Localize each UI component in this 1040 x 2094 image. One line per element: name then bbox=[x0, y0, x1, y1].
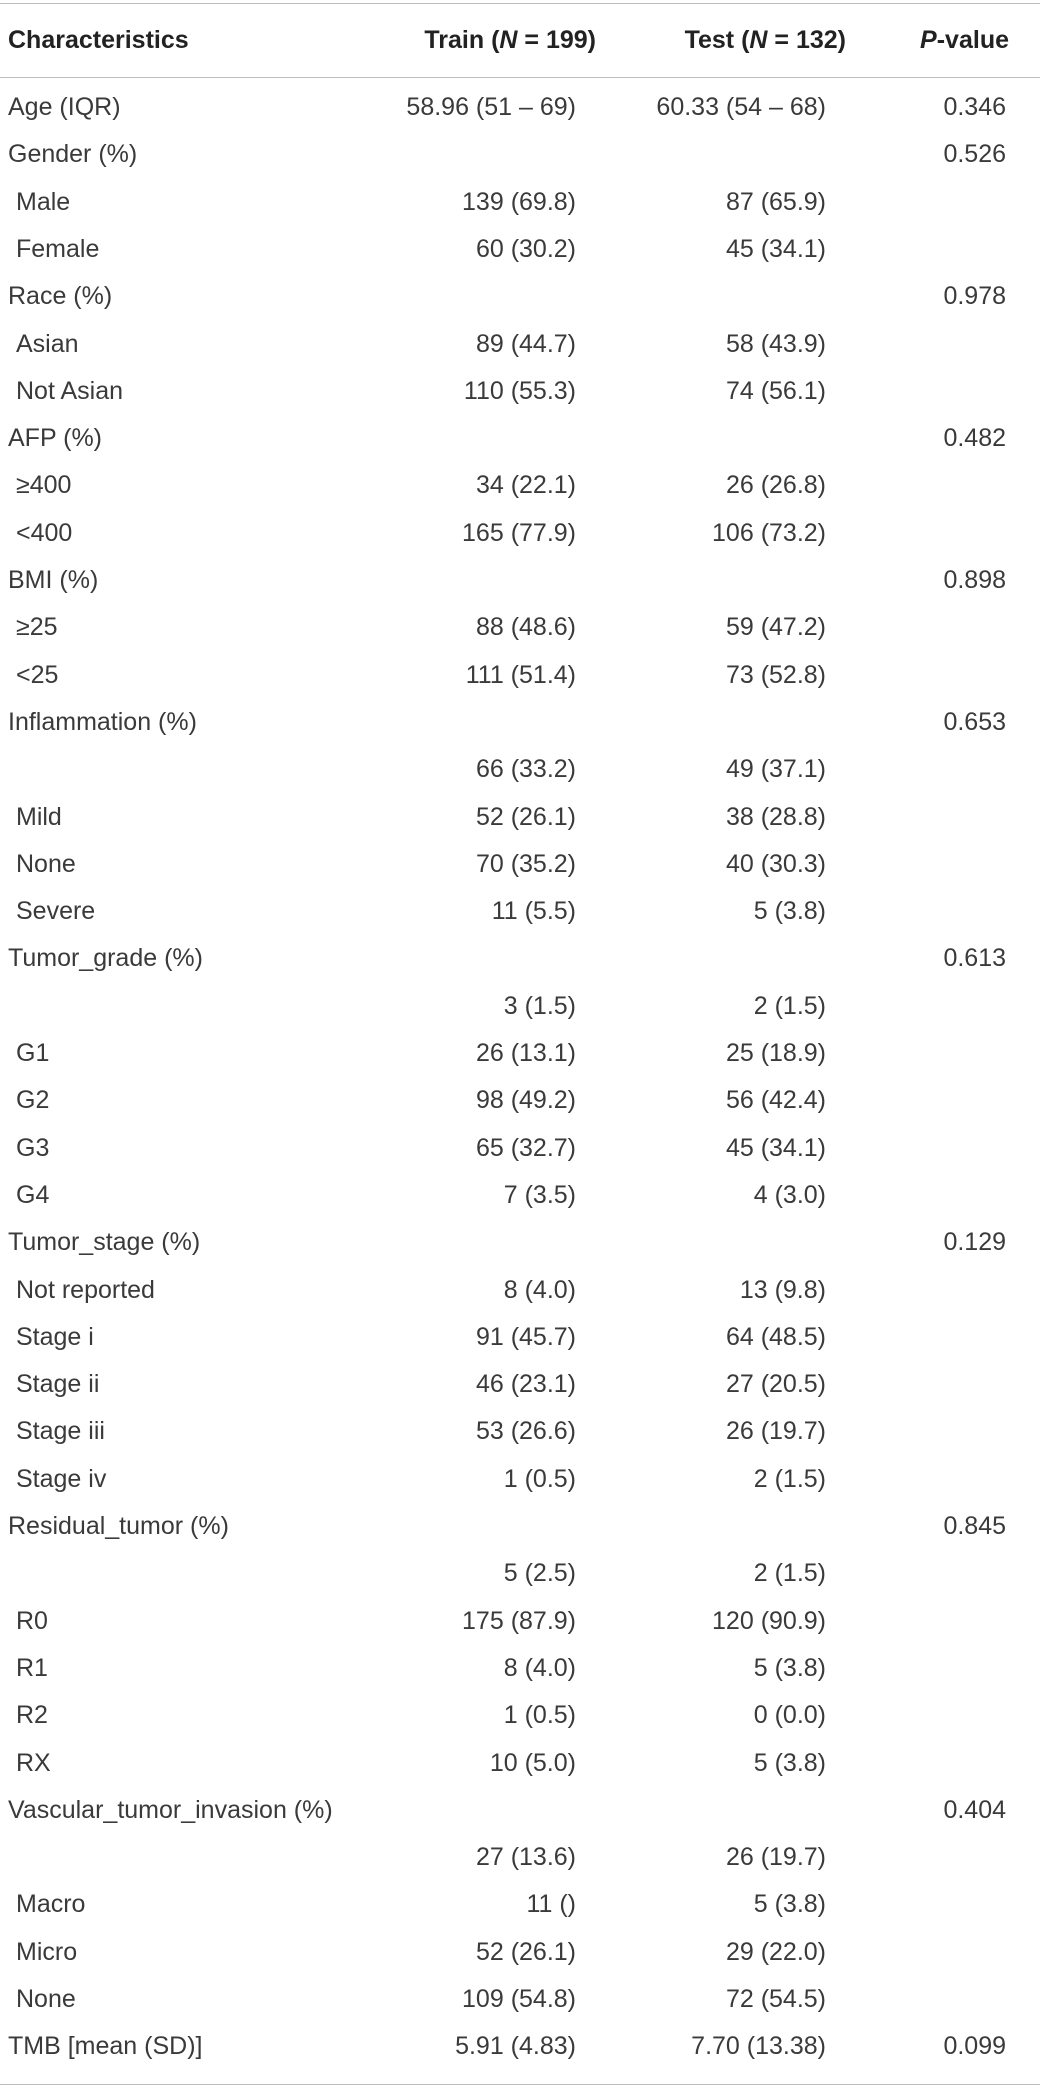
row-label: Residual_tumor (%) bbox=[8, 1512, 229, 1540]
train-value: 26 (13.1) bbox=[475, 1039, 576, 1067]
p-value: 0.404 bbox=[943, 1795, 1006, 1824]
table-row bbox=[0, 983, 1040, 1030]
table-row bbox=[0, 510, 1040, 557]
row-label: Micro bbox=[16, 1937, 78, 1966]
test-value: 26 (19.7) bbox=[725, 1843, 826, 1872]
row-label: Vascular_tumor_invasion (%) bbox=[8, 1795, 333, 1824]
train-value: 10 (5.0) bbox=[489, 1748, 576, 1777]
test-value: 73 (52.8) bbox=[725, 660, 826, 689]
p-value: 0.978 bbox=[943, 282, 1006, 311]
p-value: 0.613 bbox=[943, 944, 1006, 973]
table-row bbox=[0, 179, 1040, 226]
row-label: R2 bbox=[16, 1701, 48, 1730]
test-value: 25 (18.9) bbox=[725, 1039, 826, 1067]
row-label: Stage iv bbox=[16, 1464, 107, 1493]
table-row bbox=[0, 368, 1040, 415]
train-value: 27 (13.6) bbox=[475, 1843, 576, 1872]
row-label: Macro bbox=[16, 1890, 86, 1919]
test-value: 74 (56.1) bbox=[725, 376, 826, 405]
table-row bbox=[0, 1267, 1040, 1314]
train-value: 58.96 (51 – 69) bbox=[406, 93, 576, 121]
table-row bbox=[0, 888, 1040, 935]
test-value: 49 (37.1) bbox=[725, 755, 826, 784]
table-header-row bbox=[0, 17, 1040, 64]
table-row bbox=[0, 226, 1040, 273]
p-value: 0.099 bbox=[943, 2032, 1006, 2061]
train-value: 66 (33.2) bbox=[475, 755, 576, 784]
row-label: Tumor_grade (%) bbox=[8, 944, 203, 973]
test-value: 87 (65.9) bbox=[725, 187, 826, 216]
row-label: Not Asian bbox=[16, 376, 124, 405]
train-value: 52 (26.1) bbox=[475, 802, 576, 831]
train-value: 3 (1.5) bbox=[503, 991, 576, 1020]
test-value: 60.33 (54 – 68) bbox=[656, 93, 826, 121]
header-test: Test (N = 132) bbox=[684, 26, 846, 54]
test-value: 56 (42.4) bbox=[725, 1086, 826, 1115]
table-row bbox=[0, 652, 1040, 699]
row-label: Severe bbox=[16, 897, 96, 926]
train-value: 89 (44.7) bbox=[475, 329, 576, 358]
test-value: 2 (1.5) bbox=[753, 1464, 826, 1493]
table-row bbox=[0, 1314, 1040, 1361]
table-row bbox=[0, 1172, 1040, 1219]
train-value: 91 (45.7) bbox=[475, 1322, 576, 1351]
row-label: Not reported bbox=[16, 1275, 155, 1304]
table-row bbox=[0, 699, 1040, 746]
train-value: 8 (4.0) bbox=[503, 1275, 576, 1304]
train-value: 5 (2.5) bbox=[503, 1559, 576, 1588]
p-value: 0.526 bbox=[943, 140, 1006, 169]
row-label: Male bbox=[16, 187, 71, 216]
train-value: 70 (35.2) bbox=[475, 849, 576, 878]
row-label: G1 bbox=[16, 1039, 50, 1067]
table-row bbox=[0, 1598, 1040, 1645]
p-value: 0.898 bbox=[943, 566, 1006, 594]
test-value: 29 (22.0) bbox=[725, 1937, 826, 1966]
row-label: TMB [mean (SD)] bbox=[8, 2032, 203, 2061]
header-p-value: P-value bbox=[920, 26, 1009, 54]
test-value: 2 (1.5) bbox=[753, 1559, 826, 1588]
table-row bbox=[0, 841, 1040, 888]
table-row bbox=[0, 1929, 1040, 1976]
top-rule bbox=[0, 3, 1040, 4]
test-value: 38 (28.8) bbox=[725, 802, 826, 831]
table-row bbox=[0, 131, 1040, 178]
test-value: 4 (3.0) bbox=[753, 1180, 826, 1209]
train-value: 65 (32.7) bbox=[475, 1133, 576, 1162]
test-value: 2 (1.5) bbox=[753, 991, 826, 1020]
row-label: Race (%) bbox=[8, 282, 113, 311]
row-label: AFP (%) bbox=[8, 424, 102, 453]
table-row bbox=[0, 1692, 1040, 1739]
row-label: Asian bbox=[16, 329, 79, 358]
test-value: 59 (47.2) bbox=[725, 613, 826, 642]
test-value: 5 (3.8) bbox=[753, 1748, 826, 1777]
row-label: <25 bbox=[16, 660, 59, 689]
train-value: 1 (0.5) bbox=[503, 1701, 576, 1730]
train-value: 34 (22.1) bbox=[475, 471, 576, 500]
row-label: Mild bbox=[16, 802, 62, 831]
test-value: 27 (20.5) bbox=[725, 1370, 826, 1399]
table-row bbox=[0, 1740, 1040, 1787]
table-row bbox=[0, 84, 1040, 131]
table-row bbox=[0, 1645, 1040, 1692]
table-row bbox=[0, 1976, 1040, 2023]
p-value: 0.129 bbox=[943, 1228, 1006, 1257]
p-value: 0.653 bbox=[943, 707, 1006, 736]
test-value: 13 (9.8) bbox=[739, 1275, 826, 1304]
train-value: 46 (23.1) bbox=[475, 1370, 576, 1399]
p-value: 0.845 bbox=[943, 1512, 1006, 1540]
table-row bbox=[0, 2023, 1040, 2070]
row-label: G2 bbox=[16, 1086, 50, 1115]
train-value: 5.91 (4.83) bbox=[455, 2032, 576, 2061]
train-value: 53 (26.6) bbox=[475, 1417, 576, 1446]
row-label: Age (IQR) bbox=[8, 93, 121, 121]
test-value: 45 (34.1) bbox=[725, 234, 826, 263]
row-label: Stage ii bbox=[16, 1370, 100, 1399]
bottom-rule bbox=[0, 2084, 1040, 2085]
test-value: 72 (54.5) bbox=[725, 1985, 826, 2013]
train-value: 139 (69.8) bbox=[462, 187, 576, 216]
row-label: R1 bbox=[16, 1653, 48, 1682]
table-row bbox=[0, 746, 1040, 793]
table-row bbox=[0, 794, 1040, 841]
row-label: Stage iii bbox=[16, 1417, 105, 1446]
table-row bbox=[0, 1787, 1040, 1834]
table-row bbox=[0, 935, 1040, 982]
table-row bbox=[0, 1456, 1040, 1503]
test-value: 5 (3.8) bbox=[753, 1890, 826, 1919]
row-label: Inflammation (%) bbox=[8, 707, 197, 736]
train-value: 11 () bbox=[526, 1890, 576, 1919]
row-label: RX bbox=[16, 1748, 51, 1777]
table-row bbox=[0, 1550, 1040, 1597]
row-label: G3 bbox=[16, 1133, 50, 1162]
row-label: Gender (%) bbox=[8, 140, 138, 169]
header-characteristics: Characteristics bbox=[8, 26, 189, 54]
train-value: 8 (4.0) bbox=[503, 1653, 576, 1682]
test-value: 7.70 (13.38) bbox=[691, 2032, 826, 2061]
train-value: 52 (26.1) bbox=[475, 1937, 576, 1966]
row-label: BMI (%) bbox=[8, 566, 99, 594]
train-value: 165 (77.9) bbox=[462, 518, 576, 547]
test-value: 26 (19.7) bbox=[725, 1417, 826, 1446]
row-label: R0 bbox=[16, 1606, 48, 1635]
test-value: 40 (30.3) bbox=[725, 849, 826, 878]
train-value: 7 (3.5) bbox=[503, 1180, 576, 1209]
train-value: 60 (30.2) bbox=[475, 234, 576, 263]
train-value: 109 (54.8) bbox=[462, 1985, 576, 2013]
table-row bbox=[0, 1125, 1040, 1172]
row-label: G4 bbox=[16, 1180, 50, 1209]
test-value: 120 (90.9) bbox=[712, 1606, 826, 1635]
test-value: 5 (3.8) bbox=[753, 897, 826, 926]
table-row bbox=[0, 1077, 1040, 1124]
row-label: ≥400 bbox=[16, 471, 72, 500]
table-row bbox=[0, 1408, 1040, 1455]
header-train: Train (N = 199) bbox=[424, 26, 596, 54]
table-row bbox=[0, 462, 1040, 509]
row-label: <400 bbox=[16, 518, 73, 547]
table-row bbox=[0, 1219, 1040, 1266]
test-value: 58 (43.9) bbox=[725, 329, 826, 358]
p-value: 0.482 bbox=[943, 424, 1006, 453]
train-value: 1 (0.5) bbox=[503, 1464, 576, 1493]
test-value: 106 (73.2) bbox=[712, 518, 826, 547]
table-row bbox=[0, 321, 1040, 368]
table-row bbox=[0, 557, 1040, 604]
table-row bbox=[0, 1834, 1040, 1881]
test-value: 26 (26.8) bbox=[725, 471, 826, 500]
train-value: 175 (87.9) bbox=[462, 1606, 576, 1635]
table-row bbox=[0, 1503, 1040, 1550]
table-row bbox=[0, 1030, 1040, 1077]
test-value: 45 (34.1) bbox=[725, 1133, 826, 1162]
train-value: 111 (51.4) bbox=[465, 660, 576, 689]
header-rule bbox=[0, 77, 1040, 78]
row-label: None bbox=[16, 1985, 76, 2013]
table-row bbox=[0, 1361, 1040, 1408]
table-row bbox=[0, 415, 1040, 462]
table-row bbox=[0, 1881, 1040, 1928]
table-row bbox=[0, 604, 1040, 651]
table-row bbox=[0, 273, 1040, 320]
row-label: None bbox=[16, 849, 76, 878]
test-value: 0 (0.0) bbox=[753, 1701, 826, 1730]
train-value: 98 (49.2) bbox=[475, 1086, 576, 1115]
row-label: Female bbox=[16, 234, 100, 263]
row-label: Tumor_stage (%) bbox=[8, 1228, 201, 1257]
test-value: 64 (48.5) bbox=[725, 1322, 826, 1351]
row-label: Stage i bbox=[16, 1322, 94, 1351]
train-value: 88 (48.6) bbox=[475, 613, 576, 642]
p-value: 0.346 bbox=[943, 93, 1006, 121]
test-value: 5 (3.8) bbox=[753, 1653, 826, 1682]
train-value: 11 (5.5) bbox=[491, 897, 576, 926]
train-value: 110 (55.3) bbox=[463, 376, 576, 405]
row-label: ≥25 bbox=[16, 613, 58, 642]
